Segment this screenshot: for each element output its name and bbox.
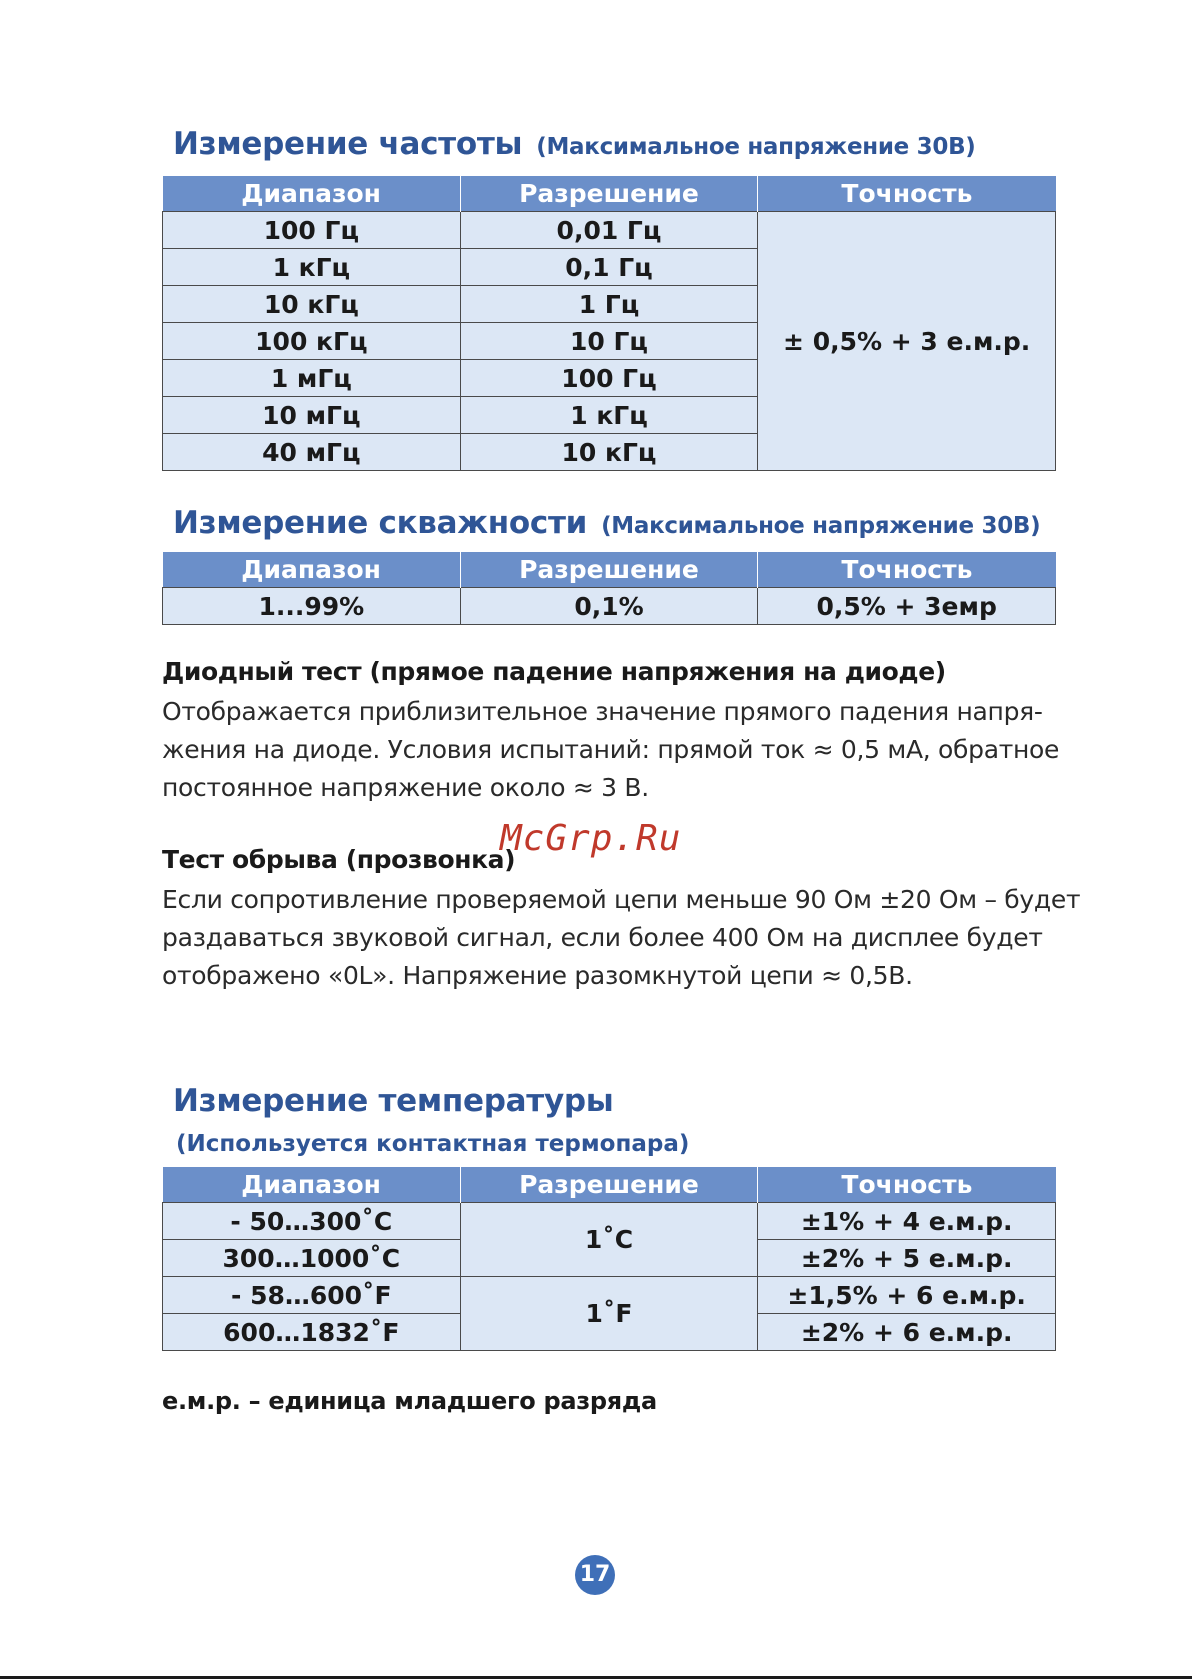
- resolution-cell: 0,1%: [460, 588, 758, 625]
- diode-test-description: [162, 693, 1068, 807]
- range-cell: 100 Гц: [163, 212, 461, 249]
- range-cell: - 58…600˚F: [163, 1277, 461, 1314]
- resolution-cell: 1 кГц: [460, 397, 758, 434]
- temperature-heading: Измерение температуры: [173, 1083, 614, 1119]
- diode-line: жения на диоде. Условия испытаний: прямой ток ≈ 0,5 мА, обратное: [162, 735, 1060, 764]
- duty-note: (Максимальное напряжение 30В): [601, 513, 1041, 539]
- accuracy-cell: ±2% + 6 е.м.р.: [758, 1314, 1056, 1351]
- page-number-badge: 17: [575, 1555, 615, 1595]
- table-header-row: [163, 552, 1056, 588]
- resolution-cell: 0,1 Гц: [460, 249, 758, 286]
- table-header-row: [163, 176, 1056, 212]
- range-cell: - 50…300˚C: [163, 1203, 461, 1240]
- temperature-note: (Используется контактная термопара): [176, 1131, 690, 1157]
- header-accuracy: Точность: [758, 176, 1056, 212]
- resolution-cell: 1˚F: [460, 1277, 758, 1351]
- range-cell: 1 мГц: [163, 360, 461, 397]
- range-cell: 1 кГц: [163, 249, 461, 286]
- accuracy-cell: ±2% + 5 е.м.р.: [758, 1240, 1056, 1277]
- duty-table: [162, 552, 1056, 625]
- diode-line: Отображается приблизительное значение прямого падения напря-: [162, 697, 1043, 726]
- continuity-line: раздаваться звуковой сигнал, если более 400 Ом на дисплее будет: [162, 923, 1043, 952]
- continuity-line: Если сопротивление проверяемой цепи меньше 90 Ом ±20 Ом – будет: [162, 885, 1081, 914]
- range-cell: 100 кГц: [163, 323, 461, 360]
- accuracy-cell: 0,5% + 3емр: [758, 588, 1056, 625]
- header-accuracy: Точность: [758, 552, 1056, 588]
- frequency-table: [162, 176, 1056, 471]
- diode-test-title: Диодный тест (прямое падение напряжения на диоде): [162, 657, 946, 686]
- duty-title: Измерение скважности: [173, 505, 588, 541]
- table-row: [163, 212, 1056, 249]
- continuity-line: отображено «0L». Напряжение разомкнутой цепи ≈ 0,5В.: [162, 961, 913, 990]
- diode-line: постоянное напряжение около ≈ 3 В.: [162, 773, 649, 802]
- accuracy-cell: ±1,5% + 6 е.м.р.: [758, 1277, 1056, 1314]
- temperature-table: [162, 1167, 1056, 1351]
- range-cell: 40 мГц: [163, 434, 461, 471]
- header-resolution: Разрешение: [460, 1167, 758, 1203]
- watermark-logo: McGrp.Ru: [500, 818, 682, 859]
- range-cell: 10 мГц: [163, 397, 461, 434]
- header-resolution: Разрешение: [460, 176, 758, 212]
- table-row: [163, 588, 1056, 625]
- resolution-cell: 1 Гц: [460, 286, 758, 323]
- header-range: Диапазон: [163, 1167, 461, 1203]
- table-header-row: [163, 1167, 1056, 1203]
- resolution-cell: 100 Гц: [460, 360, 758, 397]
- resolution-cell: 10 кГц: [460, 434, 758, 471]
- resolution-cell: 0,01 Гц: [460, 212, 758, 249]
- resolution-cell: 10 Гц: [460, 323, 758, 360]
- continuity-test-description: [162, 881, 1081, 995]
- frequency-title: Измерение частоты: [173, 126, 523, 162]
- accuracy-cell: ±1% + 4 е.м.р.: [758, 1203, 1056, 1240]
- continuity-test-title: Тест обрыва (прозвонка): [162, 845, 516, 874]
- header-range: Диапазон: [163, 552, 461, 588]
- accuracy-cell: ± 0,5% + 3 е.м.р.: [758, 212, 1056, 471]
- table-row: [163, 1277, 1056, 1314]
- range-cell: 300…1000˚C: [163, 1240, 461, 1277]
- header-accuracy: Точность: [758, 1167, 1056, 1203]
- duty-heading: [173, 505, 1040, 541]
- range-cell: 10 кГц: [163, 286, 461, 323]
- header-resolution: Разрешение: [460, 552, 758, 588]
- frequency-heading: [173, 126, 976, 162]
- range-cell: 1...99%: [163, 588, 461, 625]
- range-cell: 600…1832˚F: [163, 1314, 461, 1351]
- table-row: [163, 1203, 1056, 1240]
- resolution-cell: 1˚C: [460, 1203, 758, 1277]
- header-range: Диапазон: [163, 176, 461, 212]
- frequency-note: (Максимальное напряжение 30В): [536, 134, 976, 160]
- footnote: е.м.р. – единица младшего разряда: [162, 1387, 657, 1415]
